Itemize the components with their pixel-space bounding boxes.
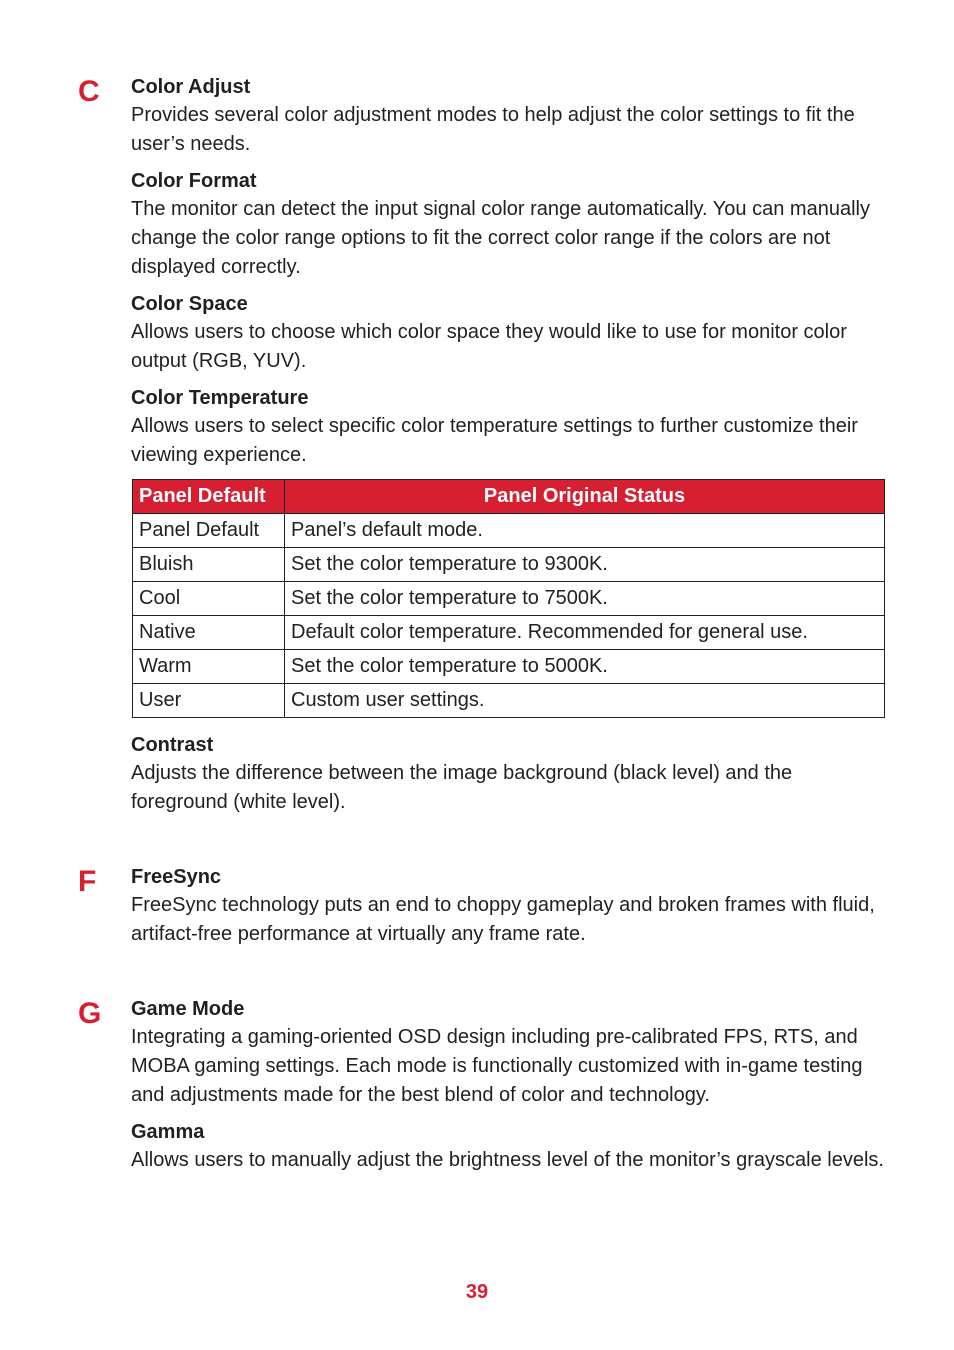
entry-title: Contrast: [131, 734, 214, 756]
entry-title: Color Space: [131, 293, 248, 315]
section-f: [131, 863, 891, 957]
table-cell: Panel’s default mode.: [285, 514, 885, 548]
table-row: [133, 582, 885, 616]
table-header-cell: Panel Default: [133, 480, 285, 514]
section-letter-f: F: [78, 865, 97, 898]
entry-game-mode: [131, 995, 891, 1110]
entry-body: FreeSync technology puts an end to choppy gameplay and broken frames with fluid, artifact-free performance at virtually any frame rate.: [131, 894, 875, 945]
table-row: [133, 616, 885, 650]
color-temperature-table: [132, 479, 885, 718]
table-header-cell: Panel Original Status: [285, 480, 885, 514]
section-letter-c: C: [78, 75, 100, 108]
entry-body: Allows users to select specific color temperature settings to further customize their viewing experience.: [131, 415, 858, 466]
table-cell: Set the color temperature to 9300K.: [285, 548, 885, 582]
section-g: [131, 995, 891, 1183]
table-cell: Bluish: [133, 548, 285, 582]
table-cell: Custom user settings.: [285, 684, 885, 718]
entry-body: Adjusts the difference between the image background (black level) and the foreground (white level).: [131, 762, 793, 813]
table-row: [133, 650, 885, 684]
entry-gamma: [131, 1118, 891, 1175]
table-cell: Cool: [133, 582, 285, 616]
table-cell: Set the color temperature to 7500K.: [285, 582, 885, 616]
entry-title: Gamma: [131, 1121, 205, 1143]
entry-color-space: [131, 290, 891, 376]
table-row: [133, 514, 885, 548]
table-cell: Panel Default: [133, 514, 285, 548]
entry-body: Provides several color adjustment modes to help adjust the color settings to fit the user’s needs.: [131, 104, 855, 155]
entry-body: Allows users to manually adjust the brightness level of the monitor’s grayscale levels.: [131, 1149, 884, 1171]
entry-color-adjust: [131, 73, 891, 159]
section-c: [131, 73, 891, 478]
entry-title: Color Adjust: [131, 76, 251, 98]
entry-color-temperature: [131, 384, 891, 470]
table-cell: Set the color temperature to 5000K.: [285, 650, 885, 684]
entry-title: Color Format: [131, 170, 257, 192]
table-cell: Native: [133, 616, 285, 650]
entry-freesync: [131, 863, 891, 949]
table-cell: User: [133, 684, 285, 718]
entry-contrast: [131, 731, 891, 817]
entry-color-format: [131, 167, 891, 282]
table-cell: Warm: [133, 650, 285, 684]
page-number: 39: [465, 1281, 489, 1303]
entry-body: Integrating a gaming-oriented OSD design including pre-calibrated FPS, RTS, and MOBA gaming settings. Each mode is functionally customized with in-game testing and adjustments made for the best blend of color and technology.: [131, 1026, 863, 1106]
entry-title: Game Mode: [131, 998, 245, 1020]
entry-body: Allows users to choose which color space they would like to use for monitor color output (RGB, YUV).: [131, 321, 847, 372]
section-letter-g: G: [78, 997, 102, 1030]
entry-body: The monitor can detect the input signal color range automatically. You can manually change the color range options to fit the correct color range if the colors are not displayed correctly.: [131, 198, 870, 278]
entry-title: FreeSync: [131, 866, 222, 888]
entry-title: Color Temperature: [131, 387, 309, 409]
table-cell: Default color temperature. Recommended for general use.: [285, 616, 885, 650]
table-row: [133, 684, 885, 718]
table-row: [133, 548, 885, 582]
table-header-row: [133, 480, 885, 514]
